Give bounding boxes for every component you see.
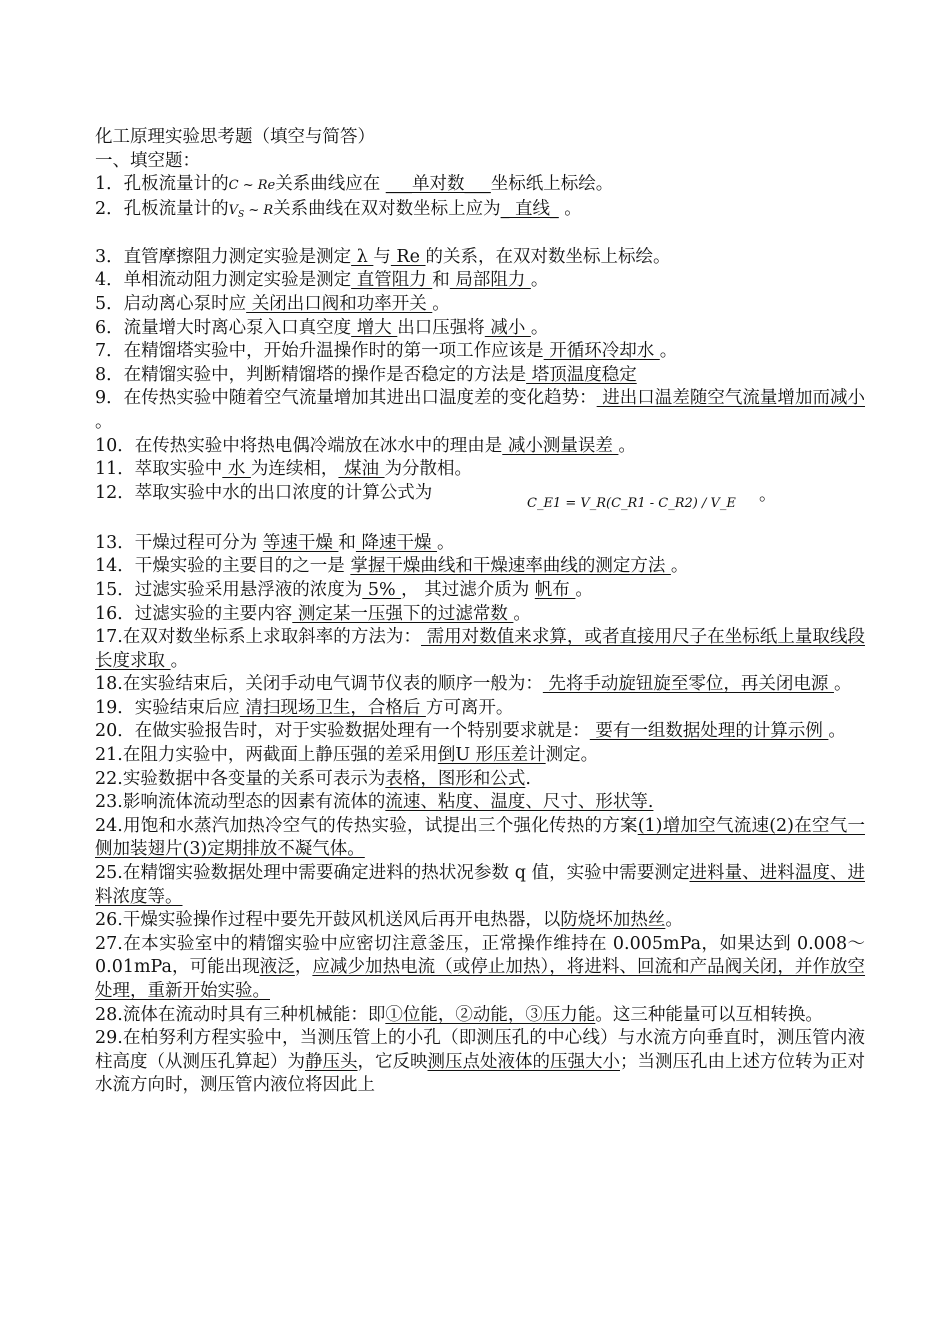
question-26: 26.干燥实验操作过程中要先开鼓风机送风后再开电热器，以防烧坏加热丝。	[95, 910, 683, 931]
question-7: 7．在精馏塔实验中，开始升温操作时的第一项工作应该是 开循环冷却水 。	[95, 341, 678, 362]
question-24: 24.用饱和水蒸汽加热冷空气的传热实验，试提出三个强化传热的方案(1)增加空气流速(2)在空气一侧加装翅片(3)定期排放不凝气体。	[95, 815, 865, 860]
question-18: 18.在实验结束后，关闭手动电气调节仪表的顺序一般为： 先将手动旋钮旋至零位，再关闭电源 。	[95, 674, 852, 695]
document-page	[95, 126, 865, 1098]
document-title: 化工原理实验思考题（填空与简答）	[95, 127, 375, 147]
question-1: 1．孔板流量计的C ~ Re关系曲线应在 ___单对数___坐标纸上标绘。	[95, 174, 614, 195]
question-29: 29.在柏努利方程实验中，当测压管上的小孔（即测压孔的中心线）与水流方向垂直时，测压管内液柱高度（从测压孔算起）为静压头，它反映测压点处液体的压强大小；当测压孔由上述方位转为正对水流方向时，测压管内液位将因此上	[95, 1028, 865, 1096]
question-23: 23.影响流体流动型态的因素有流体的流速、粘度、温度、尺寸、形状等.	[95, 792, 654, 813]
question-6: 6．流量增大时离心泵入口真空度 增大 出口压强将 减小 。	[95, 317, 549, 338]
question-21: 21.在阻力实验中，两截面上静压强的差采用倒U 形压差计测定。	[95, 745, 599, 766]
question-2: 2．孔板流量计的$V_S$ ~ R关系曲线在双对数坐标上应为_ 直线_ 。	[95, 198, 582, 220]
question-19: 19．实验结束后应 清扫现场卫生，合格后 方可离开。	[95, 697, 514, 718]
question-8: 8．在精馏实验中，判断精馏塔的操作是否稳定的方法是 塔顶温度稳定	[95, 364, 637, 385]
question-15: 15．过滤实验采用悬浮液的浓度为 5% ， 其过滤介质为 帆布 。	[95, 579, 593, 600]
question-16: 16．过滤实验的主要内容 测定某一压强下的过滤常数 。	[95, 603, 531, 624]
question-10: 10．在传热实验中将热电偶冷端放在冰水中的理由是 减小测量误差 。	[95, 435, 636, 456]
question-28: 28.流体在流动时具有三种机械能：即①位能，②动能，③压力能。这三种能量可以互相转换。	[95, 1004, 823, 1025]
concentration-formula: C_E1 = V_R(C_R1 - C_R2) / V_E	[527, 495, 736, 511]
question-25: 25.在精馏实验数据处理中需要确定进料的热状况参数 q 值，实验中需要测定进料量、进料温度、进料浓度等。	[95, 863, 865, 907]
question-4: 4．单相流动阻力测定实验是测定 直管阻力 和 局部阻力 。	[95, 270, 549, 291]
question-5: 5．启动离心泵时应 关闭出口阀和功率开关 。	[95, 293, 450, 314]
question-22: 22.实验数据中各变量的关系可表示为表格，图形和公式.	[95, 768, 531, 789]
section-heading: 一、填空题：	[95, 150, 200, 171]
question-12: 12．萃取实验中水的出口浓度的计算公式为 C_E1 = V_R(C_R1 - C_R2) / V_E 。	[95, 482, 865, 532]
question-17: 17.在双对数坐标系上求取斜率的方法为： 需用对数值来求算，或者直接用尺子在坐标纸上量取线段长度求取 。	[95, 627, 865, 671]
question-3: 3．直管摩擦阻力测定实验是测定 λ 与 Re 的关系，在双对数坐标上标绘。	[95, 246, 671, 267]
question-20: 20．在做实验报告时，对于实验数据处理有一个特别要求就是： 要有一组数据处理的计算示例 。	[95, 721, 846, 742]
question-14: 14．干燥实验的主要目的之一是 掌握干燥曲线和干燥速率曲线的测定方法 。	[95, 556, 689, 577]
question-9: 9．在传热实验中随着空气流量增加其进出口温度差的变化趋势： 进出口温差随空气流量增加而减小 。	[95, 388, 866, 432]
question-27: 27.在本实验室中的精馏实验中应密切注意釜压，正常操作维持在 0.005mPa，如果达到 0.008～0.01mPa，可能出现液泛，应减少加热电流（或停止加热），将进料、回流和产品阀关闭，并作放空处理，重新开始实验。	[95, 933, 866, 1001]
question-13: 13．干燥过程可分为 等速干燥 和 降速干燥 。	[95, 532, 455, 553]
question-11: 11．萃取实验中 水 为连续相， 煤油 为分散相。	[95, 459, 473, 480]
